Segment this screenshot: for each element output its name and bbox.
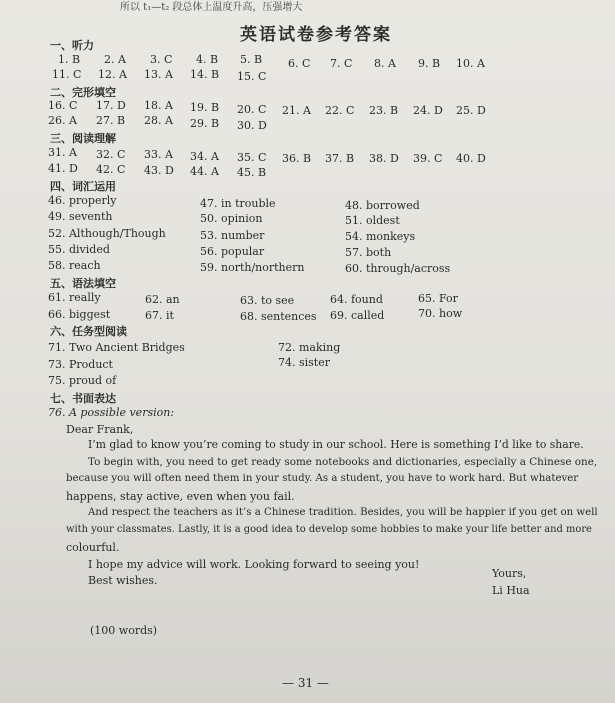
answer-12: 12. A xyxy=(98,68,127,81)
answer-56: 56. popular xyxy=(200,245,265,258)
answer-71: 71. Two Ancient Bridges xyxy=(48,341,185,354)
letter-paragraph-2-line-1: To begin with, you need to get ready some notebooks and dictionaries, especially a Chinese one, xyxy=(88,456,598,468)
answer-68: 68. sentences xyxy=(240,310,317,323)
answer-55: 55. divided xyxy=(48,243,110,256)
answer-58: 58. reach xyxy=(48,259,101,272)
answer-6: 6. C xyxy=(288,57,311,70)
page-title: 英语试卷参考答案 xyxy=(240,25,392,45)
answer-34: 34. A xyxy=(190,150,219,163)
letter-greeting: Dear Frank, xyxy=(66,423,134,436)
page-number: — 31 — xyxy=(282,676,329,690)
section-grammar-heading: 五、语法填空 xyxy=(50,277,116,290)
answer-45: 45. B xyxy=(237,166,267,179)
answer-18: 18. A xyxy=(144,99,173,112)
answer-70: 70. how xyxy=(418,307,463,320)
answer-25: 25. D xyxy=(456,104,486,117)
letter-paragraph-1: I’m glad to know you’re coming to study in our school. Here is something I’d like to share. xyxy=(88,438,584,451)
writing-label: 76. A possible version: xyxy=(48,406,175,419)
answer-53: 53. number xyxy=(200,229,265,242)
answer-75: 75. proud of xyxy=(48,374,117,387)
answer-63: 63. to see xyxy=(240,294,295,307)
answer-37: 37. B xyxy=(325,152,355,165)
answer-61: 61. really xyxy=(48,291,101,304)
answer-50: 50. opinion xyxy=(200,212,263,225)
answer-10: 10. A xyxy=(456,57,485,70)
letter-signature: Li Hua xyxy=(492,584,530,597)
answer-23: 23. B xyxy=(369,104,399,117)
answer-43: 43. D xyxy=(144,164,174,177)
answer-46: 46. properly xyxy=(48,194,117,207)
answer-30: 30. D xyxy=(237,119,267,132)
answer-26: 26. A xyxy=(48,114,77,127)
word-count: (100 words) xyxy=(90,624,158,637)
answer-35: 35. C xyxy=(237,151,267,164)
cropped-header-text: 所以 t₁—t₂ 段总体上温度升高，压强增大 xyxy=(120,2,303,13)
letter-paragraph-2-line-2: because you will often need them in your study. As a student, you have to work hard. But whatever xyxy=(66,473,579,484)
answer-2: 2. A xyxy=(104,53,126,66)
answer-40: 40. D xyxy=(456,152,486,165)
letter-paragraph-3-line-2: with your classmates. Lastly, it is a good idea to develop some hobbies to make your life better and more xyxy=(66,524,592,535)
answer-29: 29. B xyxy=(190,117,220,130)
section-reading-heading: 三、阅读理解 xyxy=(50,132,116,145)
answer-24: 24. D xyxy=(413,104,443,117)
answer-14: 14. B xyxy=(190,68,220,81)
answer-73: 73. Product xyxy=(48,358,113,371)
answer-51: 51. oldest xyxy=(345,214,400,227)
answer-31: 31. A xyxy=(48,146,77,159)
answer-5: 5. B xyxy=(240,53,263,66)
answer-74: 74. sister xyxy=(278,356,330,369)
answer-32: 32. C xyxy=(96,148,126,161)
letter-paragraph-4: I hope my advice will work. Looking forward to seeing you! xyxy=(88,558,420,571)
answer-8: 8. A xyxy=(374,57,396,70)
answer-15: 15. C xyxy=(237,70,267,83)
answer-49: 49. seventh xyxy=(48,210,113,223)
letter-paragraph-2-line-3: happens, stay active, even when you fail. xyxy=(66,490,295,503)
section-task-reading-heading: 六、任务型阅读 xyxy=(50,325,127,338)
answer-66: 66. biggest xyxy=(48,308,111,321)
answer-19: 19. B xyxy=(190,101,220,114)
answer-41: 41. D xyxy=(48,162,78,175)
answer-13: 13. A xyxy=(144,68,173,81)
section-cloze-heading: 二、完形填空 xyxy=(50,86,116,99)
answer-27: 27. B xyxy=(96,114,126,127)
section-vocabulary-heading: 四、词汇运用 xyxy=(50,180,116,193)
answer-72: 72. making xyxy=(278,341,341,354)
answer-64: 64. found xyxy=(330,293,383,306)
answer-21: 21. A xyxy=(282,104,311,117)
answer-36: 36. B xyxy=(282,152,312,165)
answer-3: 3. C xyxy=(150,53,173,66)
answer-52: 52. Although/Though xyxy=(48,227,166,240)
answer-17: 17. D xyxy=(96,99,126,112)
answer-65: 65. For xyxy=(418,292,458,305)
answer-69: 69. called xyxy=(330,309,385,322)
answer-20: 20. C xyxy=(237,103,267,116)
section-listening-heading: 一、听力 xyxy=(50,39,94,52)
answer-47: 47. in trouble xyxy=(200,197,276,210)
letter-paragraph-3-line-3: colourful. xyxy=(66,541,120,554)
answer-28: 28. A xyxy=(144,114,173,127)
answer-38: 38. D xyxy=(369,152,399,165)
answer-9: 9. B xyxy=(418,57,441,70)
section-writing-heading: 七、书面表达 xyxy=(50,392,116,405)
answer-33: 33. A xyxy=(144,148,173,161)
answer-7: 7. C xyxy=(330,57,353,70)
answer-60: 60. through/across xyxy=(345,262,451,275)
answer-4: 4. B xyxy=(196,53,219,66)
answer-62: 62. an xyxy=(145,293,180,306)
answer-57: 57. both xyxy=(345,246,392,259)
letter-closing: Best wishes. xyxy=(88,574,158,587)
answer-22: 22. C xyxy=(325,104,355,117)
answer-1: 1. B xyxy=(58,53,81,66)
answer-16: 16. C xyxy=(48,99,78,112)
letter-paragraph-3-line-1: And respect the teachers as it’s a Chinese tradition. Besides, you will be happier if you get on well xyxy=(88,507,598,518)
answer-44: 44. A xyxy=(190,165,219,178)
answer-67: 67. it xyxy=(145,309,174,322)
answer-59: 59. north/northern xyxy=(200,261,305,274)
letter-yours: Yours, xyxy=(492,567,527,580)
answer-11: 11. C xyxy=(52,68,82,81)
answer-48: 48. borrowed xyxy=(345,199,420,212)
answer-39: 39. C xyxy=(413,152,443,165)
answer-54: 54. monkeys xyxy=(345,230,416,243)
answer-42: 42. C xyxy=(96,163,126,176)
